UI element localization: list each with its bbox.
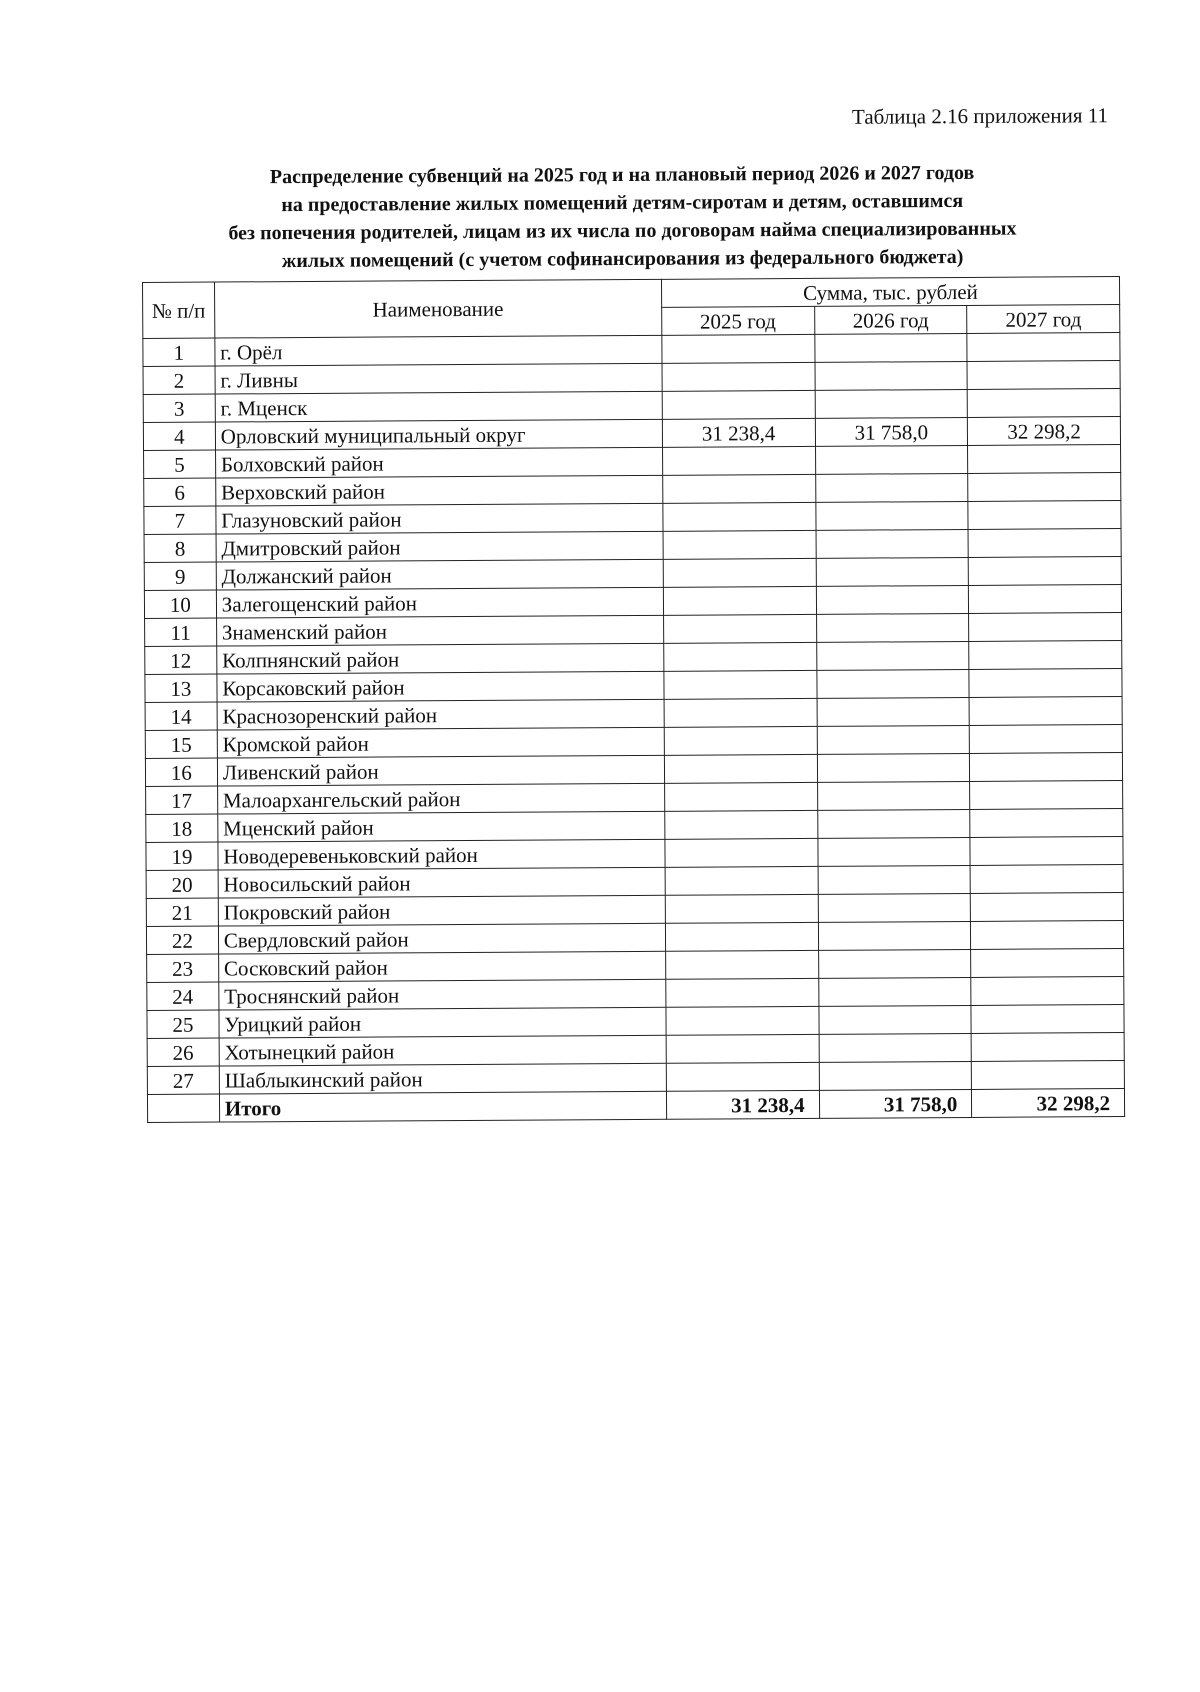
row-name: Залегощенский район (216, 587, 663, 618)
row-number: 27 (147, 1066, 219, 1094)
row-value (816, 641, 969, 670)
row-number: 12 (145, 646, 217, 674)
row-number: 21 (146, 898, 218, 926)
row-value (970, 865, 1123, 894)
row-value (971, 893, 1124, 922)
row-value (972, 1061, 1125, 1090)
total-number-cell (147, 1094, 219, 1122)
row-value (663, 474, 816, 503)
row-value (817, 781, 970, 810)
row-value (967, 389, 1120, 418)
row-value (817, 837, 970, 866)
row-value (968, 473, 1121, 502)
title-line: жилых помещений (с учетом софинансирования из федерального бюджета) (281, 245, 964, 273)
row-value (818, 865, 971, 894)
row-name: г. Ливны (215, 363, 662, 394)
row-number: 6 (144, 478, 216, 506)
row-name: Троснянский район (219, 979, 666, 1010)
row-value (967, 361, 1120, 390)
row-name: Мценский район (218, 811, 665, 842)
title-line: Распределение субвенций на 2025 год и на плановый период 2026 и 2027 годов (269, 161, 975, 189)
row-number: 10 (144, 590, 216, 618)
row-value (665, 838, 818, 867)
row-value (666, 1062, 819, 1091)
row-name: Свердловский район (218, 923, 665, 954)
total-value: 31 758,0 (819, 1089, 972, 1118)
row-value (969, 585, 1122, 614)
document-title (142, 158, 1103, 276)
row-value (815, 389, 968, 418)
row-number: 8 (144, 534, 216, 562)
row-name: Корсаковский район (217, 671, 664, 702)
row-name: Урицкий район (219, 1007, 666, 1038)
row-number: 17 (146, 786, 218, 814)
total-value: 31 238,4 (666, 1090, 819, 1119)
row-number: 19 (146, 842, 218, 870)
row-value: 31 238,4 (662, 418, 815, 447)
row-value (815, 361, 968, 390)
row-value (817, 809, 970, 838)
row-value (971, 949, 1124, 978)
row-number: 16 (145, 758, 217, 786)
table-footer (147, 1089, 1124, 1123)
row-name: Верховский район (215, 475, 662, 506)
row-value (664, 698, 817, 727)
row-number: 2 (143, 366, 215, 394)
row-value (968, 445, 1121, 474)
row-value (818, 977, 971, 1006)
row-value (817, 725, 970, 754)
row-number: 3 (143, 394, 215, 422)
row-value (971, 921, 1124, 950)
row-value (819, 1033, 972, 1062)
row-value (666, 1006, 819, 1035)
row-name: Дмитровский район (216, 531, 663, 562)
header-year: 2027 год (967, 305, 1120, 334)
row-name: Хотынецкий район (219, 1035, 666, 1066)
row-number: 4 (143, 422, 215, 450)
row-name: Болховский район (215, 447, 662, 478)
total-row (147, 1089, 1124, 1123)
row-number: 18 (146, 814, 218, 842)
row-value (968, 557, 1121, 586)
row-name: Краснозоренский район (217, 699, 664, 730)
row-name: Орловский муниципальный округ (215, 419, 662, 450)
row-value (971, 977, 1124, 1006)
row-value (666, 978, 819, 1007)
row-value (816, 669, 969, 698)
row-name: Малоархангельский район (217, 783, 664, 814)
row-value (971, 1033, 1124, 1062)
row-name: Колпнянский район (217, 643, 664, 674)
header-sum: Сумма, тыс. рублей (661, 277, 1119, 308)
row-name: Новодеревеньковский район (218, 839, 665, 870)
row-value (970, 753, 1123, 782)
title-line: без попечения родителей, лицам из их числа по договорам найма специализированных (228, 217, 1017, 245)
row-number: 9 (144, 562, 216, 590)
row-number: 5 (144, 450, 216, 478)
row-name: Должанский район (216, 559, 663, 590)
row-number: 11 (145, 618, 217, 646)
row-number: 7 (144, 506, 216, 534)
row-value (815, 501, 968, 530)
row-value (816, 613, 969, 642)
row-value (815, 445, 968, 474)
header-year: 2025 год (661, 306, 814, 335)
row-value (663, 502, 816, 531)
header-number: № п/п (143, 282, 215, 338)
row-number: 13 (145, 674, 217, 702)
row-name: Знаменский район (216, 615, 663, 646)
row-number: 20 (146, 870, 218, 898)
row-value (663, 586, 816, 615)
row-value (662, 334, 815, 363)
row-value (970, 809, 1123, 838)
row-value (664, 754, 817, 783)
row-value (816, 557, 969, 586)
header-name: Наименование (214, 279, 661, 338)
table-body (143, 333, 1125, 1095)
row-value (664, 642, 817, 671)
row-value (968, 529, 1121, 558)
row-number: 15 (145, 730, 217, 758)
row-value (663, 614, 816, 643)
row-number: 26 (147, 1038, 219, 1066)
row-name: Новосильский район (218, 867, 665, 898)
row-value (665, 950, 818, 979)
row-value (664, 726, 817, 755)
row-value (662, 390, 815, 419)
row-value: 31 758,0 (815, 417, 968, 446)
row-number: 22 (146, 926, 218, 954)
total-value: 32 298,2 (972, 1089, 1125, 1118)
row-value: 32 298,2 (968, 417, 1121, 446)
table-reference: Таблица 2.16 приложения 11 (852, 103, 1109, 129)
row-value (662, 446, 815, 475)
row-name: г. Мценск (215, 391, 662, 422)
row-value (969, 641, 1122, 670)
row-value (969, 725, 1122, 754)
row-value (666, 1034, 819, 1063)
table-header (143, 277, 1120, 339)
row-value (817, 753, 970, 782)
row-number: 24 (147, 982, 219, 1010)
row-value (665, 922, 818, 951)
row-value (815, 473, 968, 502)
title-line: на предоставление жилых помещений детям-сиротам и детям, оставшимся (281, 189, 964, 217)
row-value (818, 949, 971, 978)
row-number: 14 (145, 702, 217, 730)
row-value (819, 1061, 972, 1090)
row-value (663, 558, 816, 587)
row-value (969, 613, 1122, 642)
row-value (818, 893, 971, 922)
row-name: Глазуновский район (216, 503, 663, 534)
row-value (968, 501, 1121, 530)
row-value (967, 333, 1120, 362)
row-value (971, 1005, 1124, 1034)
row-name: Сосковский район (218, 951, 665, 982)
row-value (970, 781, 1123, 810)
row-value (818, 1005, 971, 1034)
row-value (662, 362, 815, 391)
subvention-table (142, 276, 1125, 1123)
row-name: Покровский район (218, 895, 665, 926)
row-value (817, 697, 970, 726)
row-value (665, 894, 818, 923)
row-number: 1 (143, 338, 215, 366)
row-name: Кромской район (217, 727, 664, 758)
row-value (663, 530, 816, 559)
row-number: 25 (147, 1010, 219, 1038)
total-label: Итого (219, 1091, 666, 1122)
row-name: г. Орёл (215, 335, 662, 366)
row-value (969, 697, 1122, 726)
header-year: 2026 год (814, 305, 967, 334)
row-value (816, 585, 969, 614)
row-value (814, 333, 967, 362)
row-value (664, 670, 817, 699)
row-value (816, 529, 969, 558)
subvention-table-container (142, 276, 1125, 1123)
row-number: 23 (147, 954, 219, 982)
row-value (665, 810, 818, 839)
row-value (664, 782, 817, 811)
row-value (970, 837, 1123, 866)
row-value (818, 921, 971, 950)
row-value (665, 866, 818, 895)
row-value (969, 669, 1122, 698)
row-name: Ливенский район (217, 755, 664, 786)
row-name: Шаблыкинский район (219, 1063, 666, 1094)
